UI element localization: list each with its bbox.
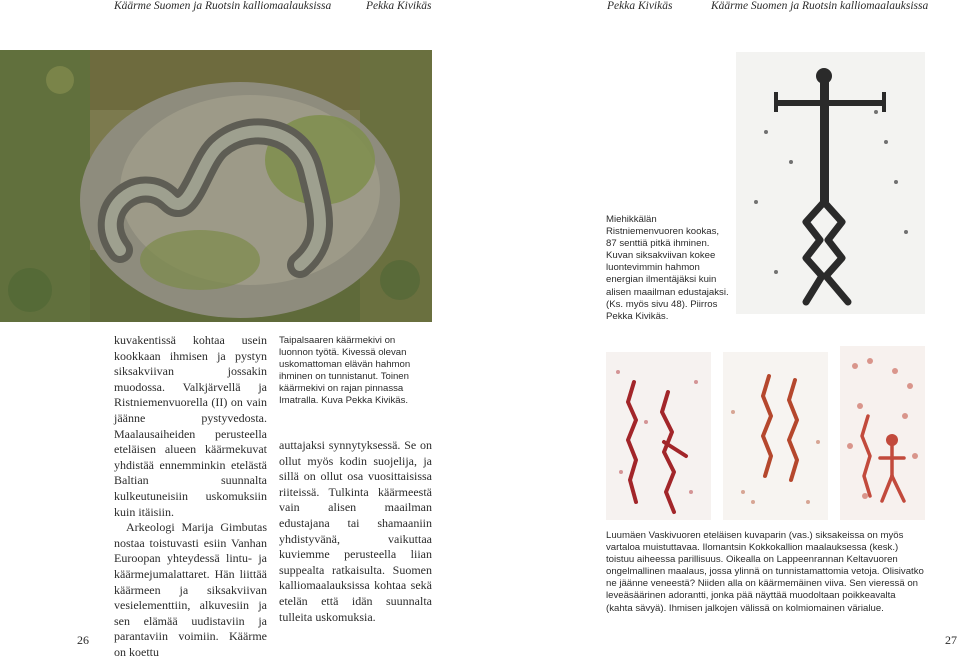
kokkokallio-painting-image xyxy=(723,352,828,520)
body-paragraph-2: Arkeologi Marija Gimbutas nostaa toistuvasti esiin Vanhan Euroopan yhteydessä lintu- ja käärmejumalattaret. Hän liittää käärmeen ja siksakviivan vesielementtiin, alkuvesiin ja sen elämää uudistaviin ja parantaviin voimiin. Käärme on koettu xyxy=(114,520,267,659)
running-header-title-right: Käärme Suomen ja Ruotsin kalliomaalauksissa xyxy=(711,0,929,12)
caption-rock-paintings: Luumäen Vaskivuoren eteläisen kuvaparin (vas.) siksakeissa on myös vartaloa muistuttavaa. Ilomantsin Kokkokallion maalauksessa (kesk.) toistuu aiheessa parillisuus. Oikealla on Lappeenrannan Keltavuoren ongelmallinen maalaus, jossa ylinnä on tunnistamattomia vetoja. Olisivatko ne jäänne veneestä? Niiden alla on käärmemäinen viiva. Sen vieressä on leveäsäärinen adorantti, jonka pää näyttää muodoltaan poikkeavalta (kahta sävyä). Ihmisen jalkojen välissä on kolmiomainen värialue. xyxy=(606,530,924,614)
running-header-author-right: Pekka Kivikäs xyxy=(607,0,673,12)
middle-column-body-text: auttajaksi synnytyksessä. Se on ollut myös kodin suojelija, ja sillä on ollut osa vuosittaisissa riiteissä. Tulkinta käärmeestä vain alisen maailman edustajana tai shamaaniin yhdistyvänä, vaikuttaa kuviemme perusteella liian suppealta ratkaisulta. Suomen kalliomaalauksissa kohtaa sekä etelän että idän suunnalta tulleita uskomuksia. xyxy=(279,438,432,624)
caption-human-figure: Miehikkälän Ristniemenvuoren kookas, 87 senttiä pitkä ihminen. Kuvan siksakviivan kokee luontevimmin hahmon energian ilmentäjäksi kuin alisen maailman edustajaksi. (Ks. myös sivu 48). Piirros Pekka Kivikäs. xyxy=(606,214,729,322)
left-page-body-text xyxy=(114,333,267,660)
page-number-right: 27 xyxy=(945,633,957,647)
keltavuori-painting-image xyxy=(840,346,925,520)
running-header-title-left: Käärme Suomen ja Ruotsin kalliomaalauksissa xyxy=(114,0,332,12)
human-figure-drawing xyxy=(736,52,925,314)
page-number-left: 26 xyxy=(77,633,89,647)
running-header-author-left: Pekka Kivikäs xyxy=(366,0,432,12)
vaskivuori-painting-image xyxy=(606,352,711,520)
body-paragraph-1: kuvakentissä kohtaa usein kookkaan ihmisen ja pystyn siksakviivan jossakin muodossa. Valkjärvellä ja Ristniemenvuorella (II) on vain jäänne pystyvedosta. Maalausaiheiden perusteella eteläisen alueen käärmekuvat yhdistää ennemminkin etelästä Baltian suunnalta kulkeutuneisiin uskomuksiin kuin itäisiin. xyxy=(114,333,267,519)
snake-stone-photo xyxy=(0,50,432,322)
caption-snake-stone: Taipalsaaren käärmekivi on luonnon työtä. Kivessä olevan uskomattoman elävän hahmon ihminen on tunnistanut. Toinen käärmekivi on rajan pinnassa Imatralla. Kuva Pekka Kivikäs. xyxy=(279,335,411,407)
